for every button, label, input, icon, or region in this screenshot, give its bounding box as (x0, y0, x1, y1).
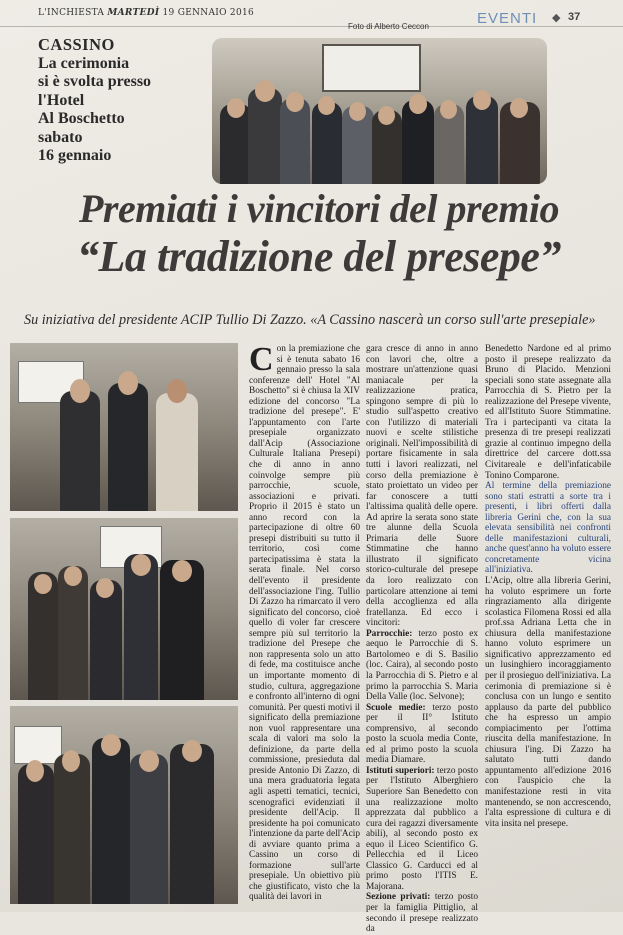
article-paragraph: L'Acip, oltre alla libreria Gerini, ha voluto esprimere un forte ringraziamento alla dirigente scolastica Filomena Rossi ed alla prof.ssa Adriana Letta che in chiusura della manifestazione hanno voluto esprimere un significativo apprezzamento ed un lusinghiero incoraggiamento per il prosieguo dell'iniziativa. La cerimonia di premiazione si è conclusa con un lungo e sentito applauso da parte del pubblico che ha espresso un ampio compiacimento per l'ottima riuscita della manifestazione. In chiusura l'ing. Di Zazzo ha salutato tutti dando appuntamento all'edizione 2016 con l'auspicio che la manifestazione resti in vita mantenendo, se non accrescendo, l'alta espressione di cultura e di vita insita nel presepe. (485, 576, 611, 829)
article-paragraph: Benedetto Nardone ed al primo posto il presepe realizzato da Bruno di Placido. Menzioni speciali sono state assegnate alla Parrocchia di S. Pietro per la realizzazione del Presepe vivente, ed all'Istituto Suore Stimmatine. Tra i partecipanti va citata la presenza di tre presepi realizzati grazie al continuo impegno della direttrice del carcere dott.ssa Civitareale e dell'infaticabile Tonino Comparone. (485, 344, 611, 481)
article-paragraph (366, 703, 478, 766)
publication-date: 19 GENNAIO 2016 (162, 8, 255, 18)
location-line: l'Hotel (38, 91, 85, 109)
location-line: 16 gennaio (38, 147, 112, 164)
page-number: 37 (568, 11, 581, 23)
article-paragraph: gara cresce di anno in anno con lavori che, oltre a mostrare un'attenzione quasi maniacale per la realizzazione pratica, spingono sempre di più lo studio sull'aspetto creativo con l'utilizzo di materiali nuovi e scelte stilistiche originali. Nell'impossibilità di portare fisicamente in sala tutti i lavori realizzati, nel corso della premiazione è stato proiettato un video per far conoscere a tutti l'altissima qualità delle opere. Ad aprire la serata sono state tre alunne della Scuola Primaria delle Suore Stimmatine che hanno illustrato il significato storico-culturale del presepe da loro realizzato con particolare attenzione ai temi della accoglienza ed alla fratellanza. Ed ecco i vincitori: (366, 344, 478, 629)
location-line: sabato (38, 128, 83, 146)
drop-cap: C (249, 341, 274, 378)
location-line: La cerimonia (38, 54, 130, 72)
article-column-3 (485, 344, 611, 829)
publication-line (38, 8, 254, 18)
article-column-2 (366, 344, 478, 935)
category-text: terzo posto per l'Istituto Alberghiero Superiore San Benedetto con una realizzazione molto apprezzata dal pubblico a cura dei ragazzi diversamente abili), al secondo posto ex equo il Liceo Scientifico G. Pellecchia ed il Liceo Classico G. Carducci ed al primo posto l'ITIS E. Majorana. (366, 765, 478, 892)
location-city: CASSINO (38, 35, 115, 54)
article-paragraph (366, 629, 478, 703)
headline-line-1: Premiati i vincitori del premio (78, 186, 559, 231)
article-paragraph (366, 766, 478, 893)
photo-award-three-people (10, 343, 238, 511)
headline (24, 186, 614, 282)
location-block (38, 36, 208, 166)
article-text: on la premiazione che si è tenuta sabato 16 gennaio presso la sala conferenze dell' Hotel "Al Boschetto" si è chiusa la XIV edizione del concorso "La tradizione del presepe". E' l'appuntamento con l'arte presepiale organizzato dall'Acip (Associazione Culturale Italiana Presepi) che di anno in anno coinvolge sempre più parrocchie, scuole, associazioni e privati. Proprio il 2015 è stato un anno record con la partecipazione di oltre 60 presepi distribuiti su tutto il territorio, così come partecipatissima è stata la serata finale. Nel corso dell'evento il presidente dell'associazione l'ing. Tullio Di Zazzo ha rimarcato il vero significato del concorso, cioè quello di voler far crescere sempre più sul territorio la tradizione del Presepe che non rappresenta solo un atto di fede, ma costituisce anche un importante momento di studio, cultura, aggregazione e confronto all'interno di ogni comunità. Per questi motivi il significato della premiazione non vuol rappresentare una scala di valori ma solo la definizione, da parte della commissione, presieduta dal preside Antonio Di Zazzo, di una mera graduatoria legata agli aspetti tematici, tecnici, scenografici evidenziati il presidente dell'Acip. Il presidente ha poi comunicato l'intenzione da parte dell'Acip di avviare quanto prima a Cassino un corso di formazione sull'arte presepiale. Un obiettivo più che giustificato, visto che la qualità dei lavori in (249, 344, 360, 903)
article-column-1 (249, 341, 360, 903)
category-label: Scuole medie: (366, 702, 426, 713)
article-paragraph (249, 341, 360, 903)
location-line: si è svolta presso (38, 73, 152, 90)
category-label: Parrocchie: (366, 628, 413, 639)
category-label: Istituti superiori: (366, 765, 435, 776)
subheadline: Su iniziativa del presidente ACIP Tullio Di Zazzo. «A Cassino nascerà un corso sull'arte presepiale» (24, 312, 596, 328)
article-paragraph: Al termine della premiazione sono stati estratti a sorte tra i presenti, i libri offerti dalla libreria Gerini che, con la sua elevata sensibilità nei confronti delle manifestazioni culturali, anche quest'anno ha voluto essere concretamente vicina all'iniziativa. (485, 481, 611, 576)
category-label: Sezione privati: (366, 892, 431, 903)
location-line: Al Boschetto (38, 110, 125, 127)
category-text: terzo posto per la famiglia Pittiglio, al secondo il presepe realizzato da (366, 892, 478, 935)
photo-award-group (10, 706, 238, 904)
article-paragraph (366, 892, 478, 934)
publication-name: L'INCHIESTA (38, 8, 105, 18)
category-text: terzo posto ex aequo le Parrocchie di S. Bartolomeo e di S. Basilio (loc. Caira), al secondo posto la Parrocchia di S. Pietro e al primo la parrocchia S. Maria Della Valle (loc. Selvone); (366, 628, 478, 703)
publication-weekday: MARTEDÌ (107, 8, 160, 18)
section-label: EVENTI (477, 10, 538, 27)
category-text: terzo posto per il II° Istituto comprensivo, al secondo posto la scuola media Conte, ed al primo posto la scuola media Diamare. (366, 702, 479, 766)
group-photo (212, 38, 547, 184)
page-header (0, 0, 623, 31)
photo-credit: Foto di Alberto Ceccon (348, 22, 429, 31)
group-of-people (212, 74, 547, 184)
headline-line-2: “La tradizione del presepe” (77, 232, 561, 281)
diamond-icon: ◆ (552, 11, 561, 24)
photo-award-students (10, 518, 238, 700)
